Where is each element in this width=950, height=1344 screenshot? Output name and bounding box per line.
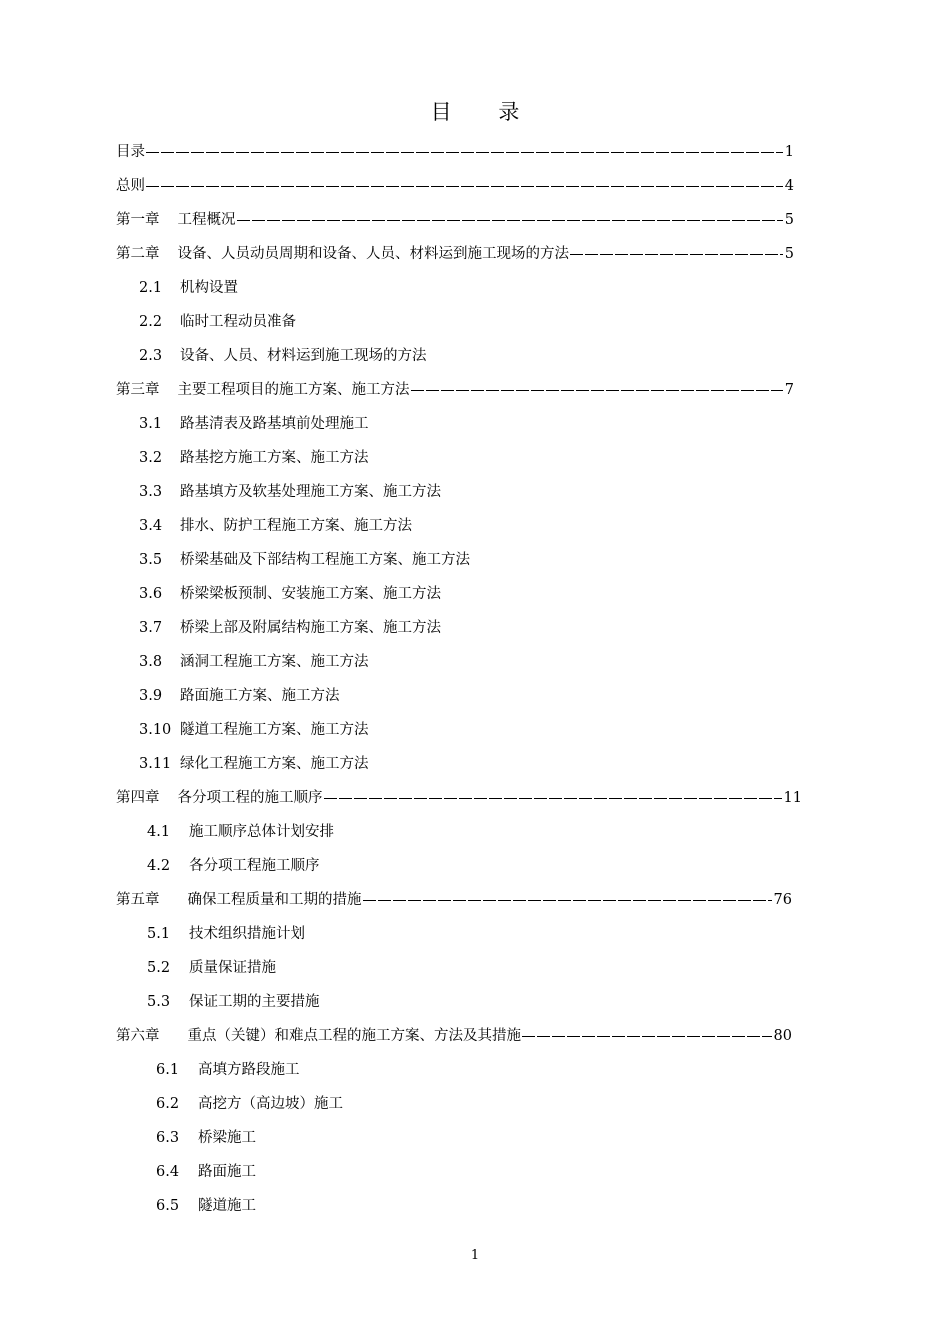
- toc-subentry-text: 路基清表及路基填前处理施工: [180, 416, 369, 432]
- toc-section-number: 6.4: [156, 1164, 180, 1180]
- toc-leader: [146, 152, 783, 153]
- toc-entry[interactable]: [116, 242, 794, 266]
- toc-subentry[interactable]: [147, 956, 276, 980]
- toc-subentry-text: 质量保证措施: [189, 960, 276, 976]
- toc-leader: [324, 798, 782, 799]
- toc-subentry[interactable]: [139, 514, 412, 538]
- toc-subentry[interactable]: [139, 548, 470, 572]
- toc-entry-text: 设备、人员动员周期和设备、人员、材料运到施工现场的方法: [177, 246, 569, 262]
- toc-subentry-text: 路基填方及软基处理施工方案、施工方法: [180, 484, 441, 500]
- toc-chapter-number: 第五章: [116, 892, 160, 908]
- toc-leader: [411, 390, 783, 391]
- toc-section-number: 3.8: [139, 654, 163, 670]
- toc-entry[interactable]: [116, 174, 794, 198]
- toc-page-number: 4: [784, 178, 794, 194]
- toc-entry-text: 各分项工程的施工顺序: [177, 790, 323, 806]
- toc-subentry[interactable]: [139, 412, 369, 436]
- toc-entry[interactable]: [116, 140, 794, 164]
- toc-subentry-text: 绿化工程施工方案、施工方法: [180, 756, 369, 772]
- toc-subentry[interactable]: [139, 616, 441, 640]
- toc-title: 目 录: [430, 100, 540, 124]
- toc-entry[interactable]: [116, 378, 794, 402]
- toc-entry[interactable]: [116, 1024, 792, 1048]
- toc-leader: [363, 900, 772, 901]
- toc-subentry[interactable]: [139, 344, 427, 368]
- toc-subentry-text: 路基挖方施工方案、施工方法: [180, 450, 369, 466]
- toc-subentry[interactable]: [139, 752, 369, 776]
- toc-leader: [146, 186, 783, 187]
- toc-page-number: 5: [784, 212, 794, 228]
- toc-page-number: 5: [784, 246, 794, 262]
- toc-subentry-text: 技术组织措施计划: [189, 926, 305, 942]
- toc-entry-text: 目录: [116, 144, 145, 160]
- toc-leader: [522, 1036, 772, 1037]
- toc-section-number: 5.2: [147, 960, 171, 976]
- toc-entry[interactable]: [116, 786, 802, 810]
- toc-chapter-number: 第三章: [116, 382, 160, 398]
- toc-subentry-text: 排水、防护工程施工方案、施工方法: [180, 518, 412, 534]
- toc-subentry[interactable]: [139, 310, 296, 334]
- toc-leader: [237, 220, 783, 221]
- toc-subentry[interactable]: [139, 582, 441, 606]
- toc-entry[interactable]: [116, 208, 794, 232]
- toc-section-number: 2.1: [139, 280, 163, 296]
- toc-subentry-text: 高挖方（高边坡）施工: [198, 1096, 343, 1112]
- toc-subentry-text: 桥梁上部及附属结构施工方案、施工方法: [180, 620, 441, 636]
- toc-subentry-text: 路面施工方案、施工方法: [180, 688, 340, 704]
- toc-section-number: 3.2: [139, 450, 163, 466]
- toc-section-number: 4.2: [147, 858, 171, 874]
- page-number-footer: 1: [470, 1248, 480, 1263]
- toc-subentry[interactable]: [139, 718, 369, 742]
- toc-subentry[interactable]: [156, 1126, 256, 1150]
- toc-subentry-text: 桥梁基础及下部结构工程施工方案、施工方法: [180, 552, 470, 568]
- toc-subentry-text: 高填方路段施工: [198, 1062, 300, 1078]
- toc-subentry[interactable]: [139, 276, 238, 300]
- toc-entry-text: 工程概况: [177, 212, 236, 228]
- toc-section-number: 3.3: [139, 484, 163, 500]
- toc-subentry[interactable]: [147, 854, 320, 878]
- toc-subentry-text: 施工顺序总体计划安排: [189, 824, 334, 840]
- toc-chapter-number: 第四章: [116, 790, 160, 806]
- toc-section-number: 5.1: [147, 926, 171, 942]
- toc-section-number: 6.1: [156, 1062, 180, 1078]
- toc-section-number: 5.3: [147, 994, 171, 1010]
- toc-page-number: 1: [784, 144, 794, 160]
- toc-subentry[interactable]: [147, 922, 305, 946]
- toc-chapter-number: 第六章: [116, 1028, 160, 1044]
- toc-page-number: 80: [773, 1028, 792, 1044]
- toc-section-number: 3.7: [139, 620, 163, 636]
- toc-section-number: 2.2: [139, 314, 163, 330]
- toc-entry-text: 确保工程质量和工期的措施: [187, 892, 362, 908]
- toc-subentry[interactable]: [156, 1194, 256, 1218]
- toc-subentry-text: 设备、人员、材料运到施工现场的方法: [180, 348, 427, 364]
- toc-section-number: 6.2: [156, 1096, 180, 1112]
- toc-entry-text: 重点（关键）和难点工程的施工方案、方法及其措施: [187, 1028, 521, 1044]
- toc-subentry-text: 隧道施工: [198, 1198, 256, 1214]
- toc-section-number: 3.9: [139, 688, 163, 704]
- toc-entry[interactable]: [116, 888, 792, 912]
- toc-entry-text: 主要工程项目的施工方案、施工方法: [177, 382, 410, 398]
- toc-section-number: 4.1: [147, 824, 171, 840]
- toc-subentry[interactable]: [147, 820, 334, 844]
- toc-chapter-number: 第一章: [116, 212, 160, 228]
- toc-entry-text: 总则: [116, 178, 145, 194]
- toc-page-number: 11: [783, 790, 802, 806]
- toc-subentry[interactable]: [156, 1092, 343, 1116]
- toc-subentry[interactable]: [139, 480, 441, 504]
- toc-subentry[interactable]: [147, 990, 320, 1014]
- toc-subentry-text: 涵洞工程施工方案、施工方法: [180, 654, 369, 670]
- toc-subentry[interactable]: [156, 1160, 256, 1184]
- toc-section-number: 3.6: [139, 586, 163, 602]
- toc-subentry-text: 各分项工程施工顺序: [189, 858, 320, 874]
- toc-chapter-number: 第二章: [116, 246, 160, 262]
- toc-subentry-text: 临时工程动员准备: [180, 314, 296, 330]
- toc-section-number: 3.4: [139, 518, 163, 534]
- toc-page-number: 76: [773, 892, 792, 908]
- toc-leader: [570, 254, 783, 255]
- toc-subentry[interactable]: [139, 650, 369, 674]
- toc-subentry[interactable]: [156, 1058, 300, 1082]
- toc-subentry-text: 机构设置: [180, 280, 238, 296]
- toc-section-number: 6.5: [156, 1198, 180, 1214]
- toc-subentry[interactable]: [139, 684, 340, 708]
- toc-section-number: 6.3: [156, 1130, 180, 1146]
- toc-section-number: 3.5: [139, 552, 163, 568]
- toc-subentry-text: 桥梁施工: [198, 1130, 256, 1146]
- toc-page-number: 7: [784, 382, 794, 398]
- toc-section-number: 3.10: [139, 722, 172, 738]
- toc-section-number: 3.11: [139, 756, 172, 772]
- toc-subentry[interactable]: [139, 446, 369, 470]
- toc-section-number: 2.3: [139, 348, 163, 364]
- toc-subentry-text: 路面施工: [198, 1164, 256, 1180]
- toc-subentry-text: 保证工期的主要措施: [189, 994, 320, 1010]
- toc-subentry-text: 隧道工程施工方案、施工方法: [180, 722, 369, 738]
- toc-section-number: 3.1: [139, 416, 163, 432]
- toc-subentry-text: 桥梁梁板预制、安装施工方案、施工方法: [180, 586, 441, 602]
